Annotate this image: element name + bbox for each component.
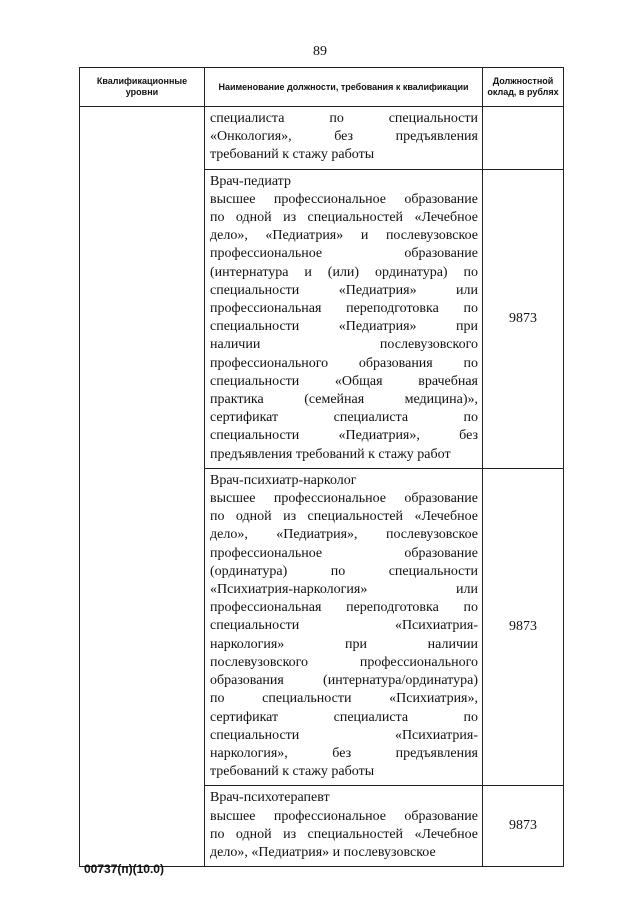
- header-level: Квалификационные уровни: [80, 68, 205, 107]
- requirement-line: послевузовского профессионального: [210, 654, 478, 670]
- requirement-line: специальности «Педиатрия» при: [210, 319, 478, 335]
- position-title: Врач-психотерапевт: [210, 790, 330, 806]
- page-number: 89: [313, 44, 327, 59]
- header-position: Наименование должности, требования к квалификации: [205, 68, 483, 107]
- requirement-line: специальности «Общая врачебная: [210, 373, 478, 389]
- salary-cell: [483, 107, 564, 170]
- salary-cell: 9873: [483, 169, 564, 468]
- salary-cell: 9873: [483, 468, 564, 785]
- requirement-line: сертификат специалиста по: [210, 709, 478, 725]
- level-cell: [80, 107, 205, 867]
- requirement-line: профессионального образования по: [210, 355, 478, 371]
- requirement-line: требований к стажу работы: [210, 764, 375, 780]
- requirement-line: наркология» при наличии: [210, 636, 478, 652]
- requirement-line: по специальности «Психиатрия»,: [210, 691, 478, 707]
- requirement-line: практика (семейная медицина)»,: [210, 392, 478, 408]
- requirement-line: специальности «Педиатрия» или: [210, 282, 478, 298]
- qualification-table: [79, 67, 564, 867]
- requirement-line: специалиста по специальности: [210, 111, 478, 126]
- requirement-line: профессиональное образование: [210, 246, 478, 262]
- requirement-line: «Психиатрия-наркология» или: [210, 582, 478, 598]
- requirement-line: дело», «Педиатрия», послевузовское: [210, 527, 478, 543]
- position-title: Врач-педиатр: [210, 173, 291, 189]
- requirement-line: специальности «Педиатрия», без: [210, 428, 478, 444]
- requirement-line: высшее профессиональное образование: [210, 808, 478, 824]
- position-requirements-cell: [205, 786, 483, 867]
- table-row: [80, 107, 564, 170]
- requirement-line: специальности «Психиатрия-: [210, 618, 478, 634]
- requirement-line: профессиональная переподготовка по: [210, 301, 478, 317]
- table-header-row: [80, 68, 564, 107]
- document-code: 00737(п)(10.0): [84, 862, 164, 876]
- requirement-line: по одной из специальностей «Лечебное: [210, 826, 478, 842]
- requirement-line: высшее профессиональное образование: [210, 191, 478, 207]
- requirement-line: профессиональная переподготовка по: [210, 600, 478, 616]
- requirement-line: требований к стажу работы: [210, 147, 375, 163]
- requirement-line: (интернатура и (или) ординатура) по: [210, 264, 478, 280]
- requirement-line: дело», «Педиатрия» и послевузовское: [210, 228, 478, 244]
- requirement-line: предъявления требований к стажу работ: [210, 446, 451, 462]
- requirement-line: наличии послевузовского: [210, 337, 478, 353]
- requirement-line: «Онкология», без предъявления: [210, 129, 478, 145]
- requirement-line: (ординатура) по специальности: [210, 563, 478, 579]
- requirement-line: сертификат специалиста по: [210, 410, 478, 426]
- requirement-line: по одной из специальностей «Лечебное: [210, 509, 478, 525]
- position-title: Врач-психиатр-нарколог: [210, 472, 357, 488]
- position-requirements-cell: [205, 169, 483, 468]
- header-salary: Должностной оклад, в рублях: [483, 68, 564, 107]
- requirement-line: по одной из специальностей «Лечебное: [210, 210, 478, 226]
- position-requirements-cell: [205, 468, 483, 785]
- requirement-line: высшее профессиональное образование: [210, 491, 478, 507]
- salary-cell: 9873: [483, 786, 564, 867]
- requirement-line: наркология», без предъявления: [210, 745, 478, 761]
- position-requirements-cell: [205, 107, 483, 170]
- requirement-line: профессиональное образование: [210, 545, 478, 561]
- requirement-line: образования (интернатура/ординатура): [210, 673, 478, 689]
- requirement-line: дело», «Педиатрия» и послевузовское: [210, 844, 436, 860]
- requirement-line: специальности «Психиатрия-: [210, 727, 478, 743]
